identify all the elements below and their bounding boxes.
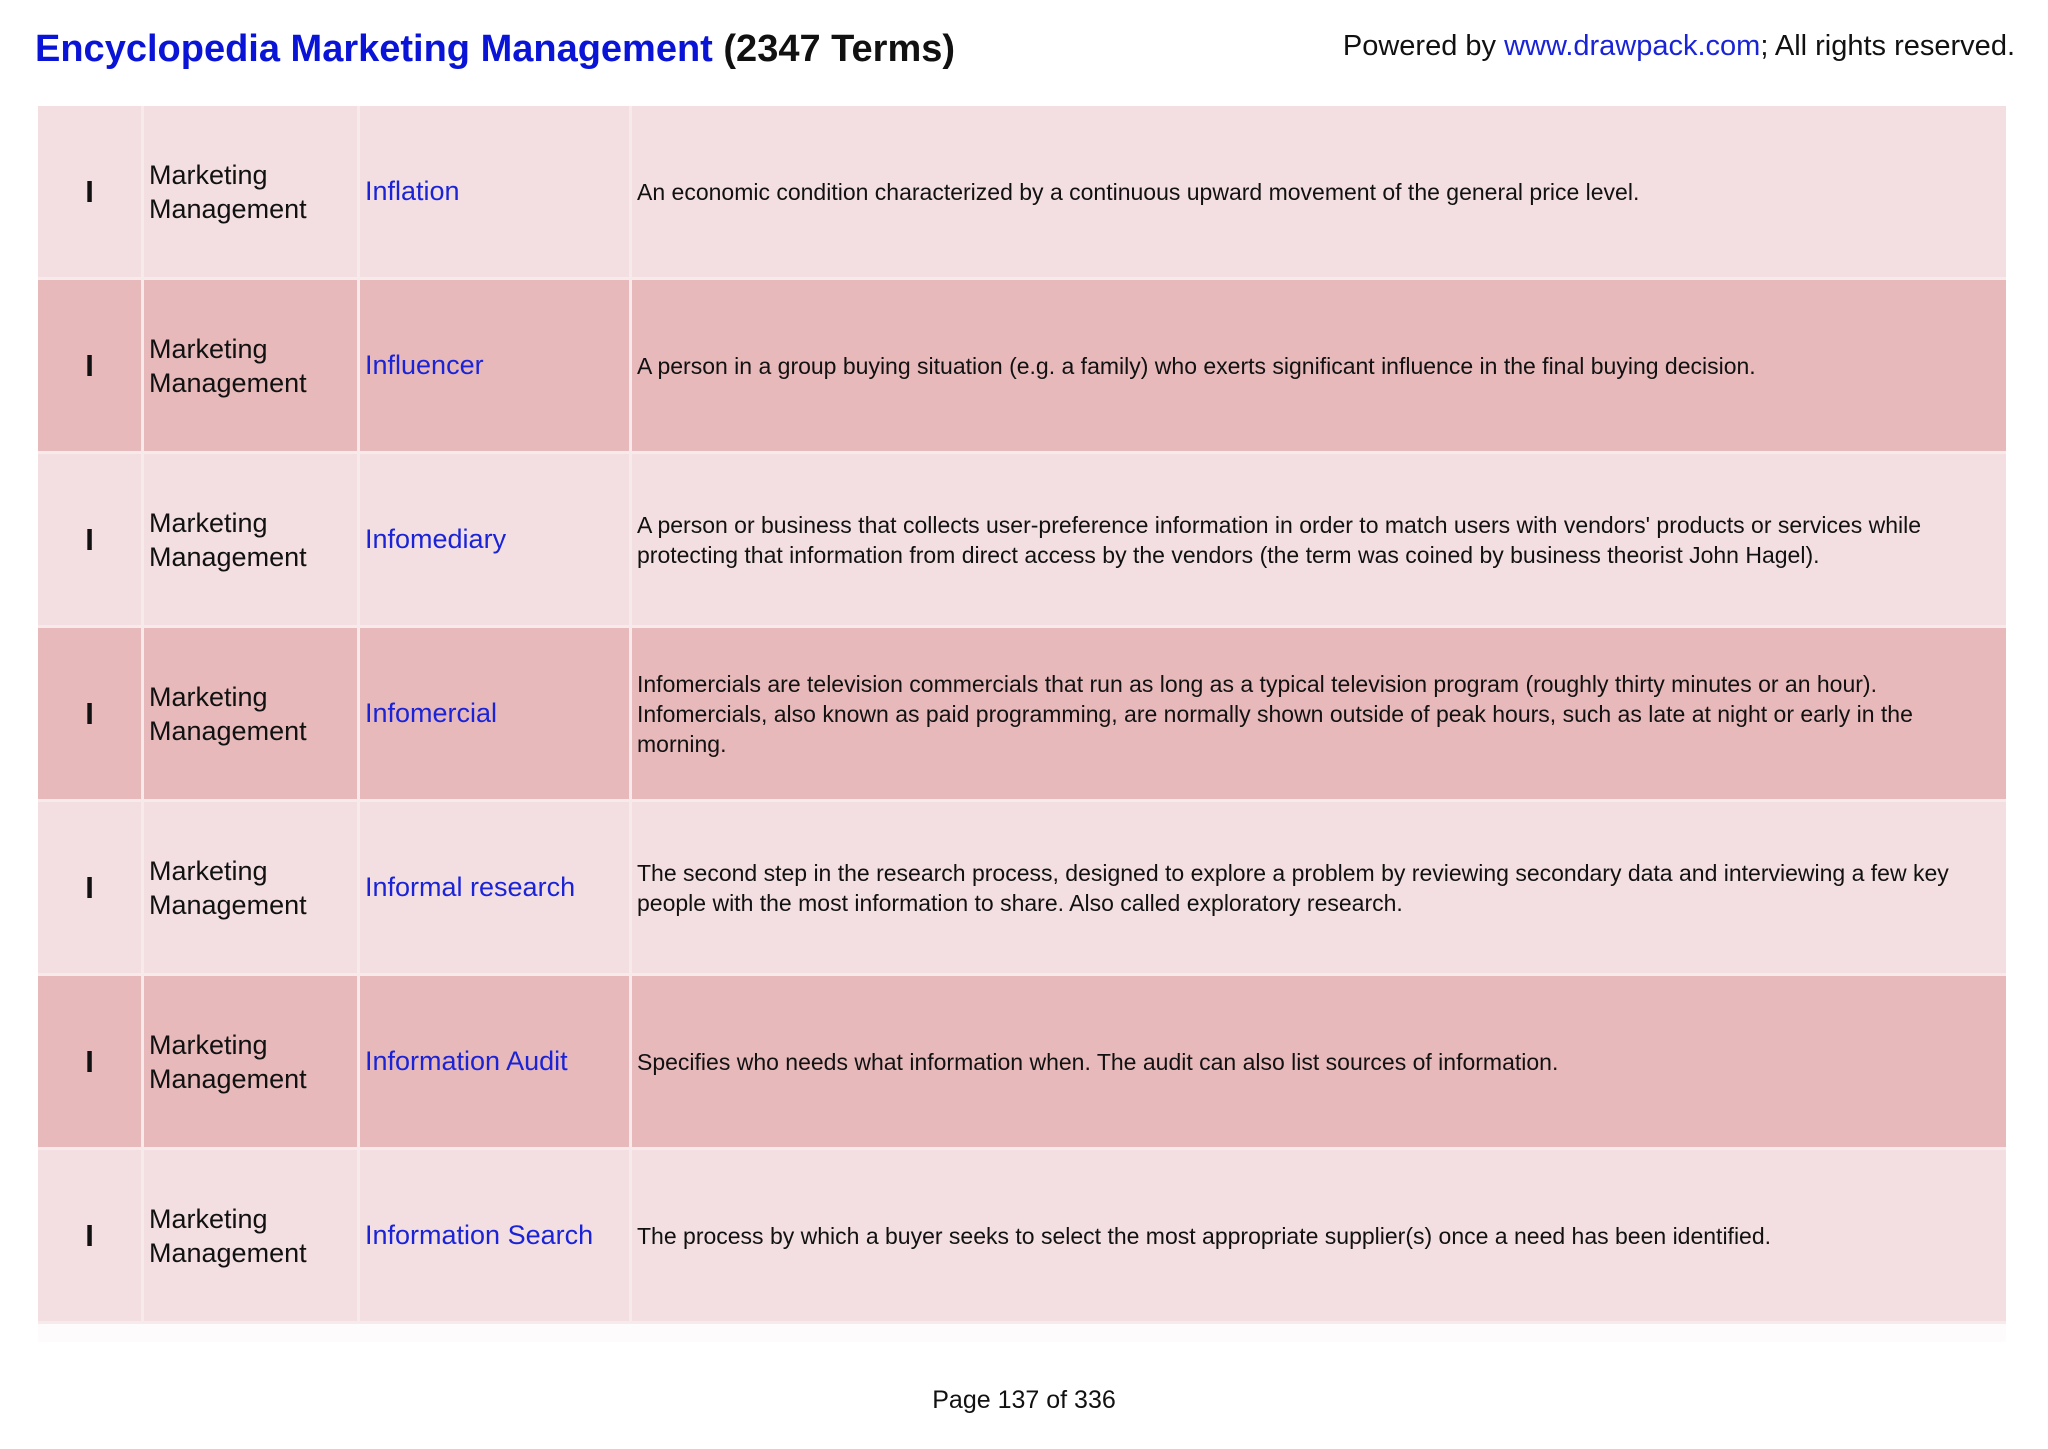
encyclopedia-title: Encyclopedia Marketing Management bbox=[35, 28, 713, 70]
letter-cell: I bbox=[38, 280, 144, 454]
category-cell: Marketing Management bbox=[144, 976, 360, 1150]
terms-table bbox=[38, 106, 2006, 1342]
table-row bbox=[38, 802, 2006, 976]
term-link[interactable]: Information Audit bbox=[360, 976, 632, 1150]
definition-cell: Specifies who needs what information when. The audit can also list sources of information. bbox=[632, 976, 2006, 1150]
definition-cell: Infomercials are television commercials that run as long as a typical television program (roughly thirty minutes or an hour). Infomercials, also known as paid programming, are normally shown outside of peak hours, such as late at night or early in the morning. bbox=[632, 628, 2006, 802]
term-link[interactable]: Informal research bbox=[360, 802, 632, 976]
term-link[interactable]: Inflation bbox=[360, 106, 632, 280]
letter-cell: I bbox=[38, 454, 144, 628]
letter-cell: I bbox=[38, 1150, 144, 1324]
definition-cell: The process by which a buyer seeks to select the most appropriate supplier(s) once a need has been identified. bbox=[632, 1150, 2006, 1324]
category-cell: Marketing Management bbox=[144, 628, 360, 802]
page-number: Page 137 of 336 bbox=[932, 1386, 1116, 1414]
rights-text: ; All rights reserved. bbox=[1760, 30, 2015, 62]
table-row bbox=[38, 280, 2006, 454]
table-row bbox=[38, 454, 2006, 628]
category-cell: Marketing Management bbox=[144, 454, 360, 628]
drawpack-link[interactable]: www.drawpack.com bbox=[1504, 30, 1761, 62]
definition-cell: An economic condition characterized by a continuous upward movement of the general price level. bbox=[632, 106, 2006, 280]
definition-cell: A person in a group buying situation (e.g. a family) who exerts significant influence in the final buying decision. bbox=[632, 280, 2006, 454]
term-link[interactable]: Infomercial bbox=[360, 628, 632, 802]
term-link[interactable]: Infomediary bbox=[360, 454, 632, 628]
category-cell: Marketing Management bbox=[144, 802, 360, 976]
powered-by bbox=[1343, 30, 2015, 63]
letter-cell: I bbox=[38, 106, 144, 280]
definition-cell: A person or business that collects user-preference information in order to match users with vendors' products or services while protecting that information from direct access by the vendors (the term was coined by business theorist John Hagel). bbox=[632, 454, 2006, 628]
letter-cell: I bbox=[38, 628, 144, 802]
table-row bbox=[38, 976, 2006, 1150]
category-cell: Marketing Management bbox=[144, 280, 360, 454]
table-row bbox=[38, 1150, 2006, 1324]
category-cell: Marketing Management bbox=[144, 1150, 360, 1324]
page-title bbox=[35, 28, 955, 71]
term-link[interactable]: Information Search bbox=[360, 1150, 632, 1324]
letter-cell: I bbox=[38, 976, 144, 1150]
term-link[interactable]: Influencer bbox=[360, 280, 632, 454]
term-count: (2347 Terms) bbox=[723, 28, 956, 70]
table-row bbox=[38, 106, 2006, 280]
category-cell: Marketing Management bbox=[144, 106, 360, 280]
powered-by-prefix: Powered by bbox=[1342, 30, 1505, 62]
table-row bbox=[38, 628, 2006, 802]
definition-cell: The second step in the research process, designed to explore a problem by reviewing secondary data and interviewing a few key people with the most information to share. Also called exploratory research. bbox=[632, 802, 2006, 976]
letter-cell: I bbox=[38, 802, 144, 976]
